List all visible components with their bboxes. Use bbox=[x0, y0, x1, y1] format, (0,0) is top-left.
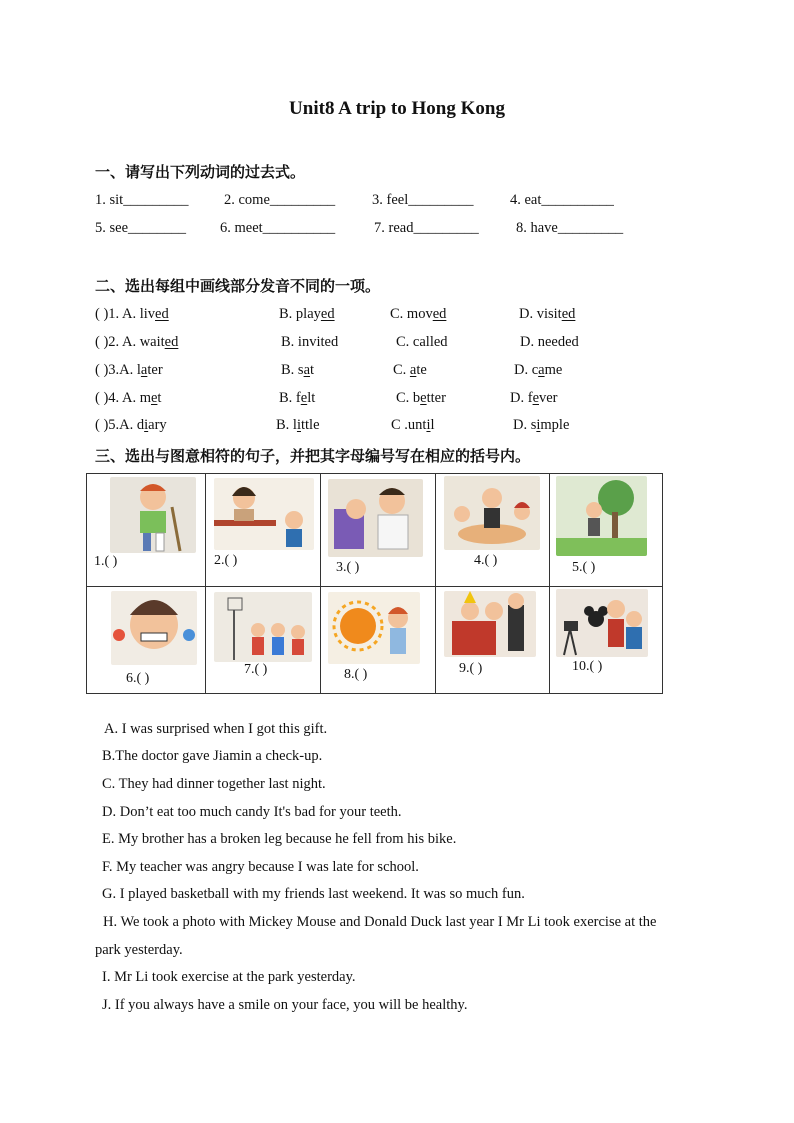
verb-blank-5: 5. see________ bbox=[95, 220, 187, 236]
option-e: E. My brother has a broken leg because he fell from his bike. bbox=[102, 831, 457, 847]
picture-label-6: 6.( ) bbox=[126, 671, 150, 686]
picture-cell-5 bbox=[550, 474, 663, 587]
pron-q1-b: B. played bbox=[279, 306, 335, 322]
verb-blank-8: 8. have_________ bbox=[516, 220, 624, 236]
pron-q1-a: ( )1. A. lived bbox=[95, 306, 169, 322]
pron-q4-c: C. better bbox=[396, 390, 446, 406]
section2-heading: 二、选出每组中画线部分发音不同的一项。 bbox=[95, 277, 381, 295]
verb-blank-1: 1. sit_________ bbox=[95, 192, 189, 208]
verb-blank-4: 4. eat__________ bbox=[510, 192, 614, 208]
pron-q3-b: B. sat bbox=[281, 362, 315, 378]
option-g: G. I played basketball with my friends last weekend. It was so much fun. bbox=[102, 886, 525, 902]
verb-blank-7: 7. read_________ bbox=[374, 220, 479, 236]
illustration-smile-sun bbox=[328, 592, 420, 664]
pron-q4-d: D. fever bbox=[510, 390, 558, 406]
pron-q3-d: D. came bbox=[514, 362, 563, 378]
verb-blank-6: 6. meet__________ bbox=[220, 220, 336, 236]
pron-q2-b: B. invited bbox=[281, 334, 339, 350]
pron-q2-c: C. called bbox=[396, 334, 448, 350]
pron-q4-a: ( )4. A. met bbox=[95, 390, 162, 406]
illustration-mickey-photo bbox=[556, 589, 648, 657]
option-d: D. Don’t eat too much candy It's bad for your teeth. bbox=[102, 804, 402, 820]
pron-q2-a: ( )2. A. waited bbox=[95, 334, 179, 350]
picture-label-3: 3.( ) bbox=[336, 560, 360, 575]
picture-cell-6 bbox=[87, 587, 206, 694]
picture-label-7: 7.( ) bbox=[244, 662, 268, 677]
illustration-gift-surprise bbox=[444, 591, 536, 657]
picture-label-1: 1.( ) bbox=[94, 554, 118, 569]
picture-label-2: 2.( ) bbox=[214, 553, 238, 568]
pron-q2-d: D. needed bbox=[520, 334, 579, 350]
pron-q5-a: ( )5.A. diary bbox=[95, 417, 167, 433]
option-f: F. My teacher was angry because I was late for school. bbox=[102, 859, 419, 875]
option-c: C. They had dinner together last night. bbox=[102, 776, 326, 792]
picture-cell-10 bbox=[550, 587, 663, 694]
illustration-park-exercise bbox=[556, 476, 647, 556]
pron-q5-b: B. little bbox=[276, 417, 320, 433]
picture-cell-1 bbox=[87, 474, 206, 587]
illustration-basketball bbox=[214, 592, 312, 662]
illustration-family-dinner bbox=[444, 476, 540, 550]
picture-cell-9 bbox=[436, 587, 550, 694]
verb-blank-2: 2. come_________ bbox=[224, 192, 336, 208]
pron-q5-c: C .until bbox=[391, 417, 435, 433]
illustration-candy-teeth bbox=[111, 591, 197, 665]
picture-label-8: 8.( ) bbox=[344, 667, 368, 682]
option-i: I. Mr Li took exercise at the park yesterday. bbox=[102, 969, 356, 985]
illustration-angry-teacher bbox=[214, 478, 314, 550]
picture-label-9: 9.( ) bbox=[459, 661, 483, 676]
pron-q3-a: ( )3.A. later bbox=[95, 362, 163, 378]
option-h: H. We took a photo with Mickey Mouse and Donald Duck last year I Mr Li took exercise at the park yesterday. bbox=[95, 914, 657, 958]
pron-q3-c: C. ate bbox=[393, 362, 427, 378]
pron-q1-d: D. visited bbox=[519, 306, 576, 322]
picture-cell-4 bbox=[436, 474, 550, 587]
picture-label-10: 10.( ) bbox=[572, 659, 603, 674]
option-a: A. I was surprised when I got this gift. bbox=[104, 721, 328, 737]
page-title: Unit8 A trip to Hong Kong bbox=[289, 98, 505, 119]
section3-heading: 三、选出与图意相符的句子，并把其字母编号写在相应的括号内。 bbox=[95, 447, 531, 465]
pron-q5-d: D. simple bbox=[513, 417, 570, 433]
picture-table bbox=[86, 473, 663, 694]
picture-cell-8 bbox=[321, 587, 436, 694]
picture-cell-3 bbox=[321, 474, 436, 587]
option-b: B.The doctor gave Jiamin a check-up. bbox=[102, 748, 323, 764]
pron-q4-b: B. felt bbox=[279, 390, 316, 406]
pron-q1-c: C. moved bbox=[390, 306, 447, 322]
verb-blank-3: 3. feel_________ bbox=[372, 192, 474, 208]
picture-label-5: 5.( ) bbox=[572, 560, 596, 575]
option-j: J. If you always have a smile on your face, you will be healthy. bbox=[102, 997, 468, 1013]
illustration-broken-leg bbox=[110, 477, 196, 553]
picture-cell-7 bbox=[206, 587, 321, 694]
section1-heading: 一、请写出下列动词的过去式。 bbox=[95, 163, 306, 181]
picture-cell-2 bbox=[206, 474, 321, 587]
picture-label-4: 4.( ) bbox=[474, 553, 498, 568]
illustration-doctor-checkup bbox=[328, 479, 423, 557]
